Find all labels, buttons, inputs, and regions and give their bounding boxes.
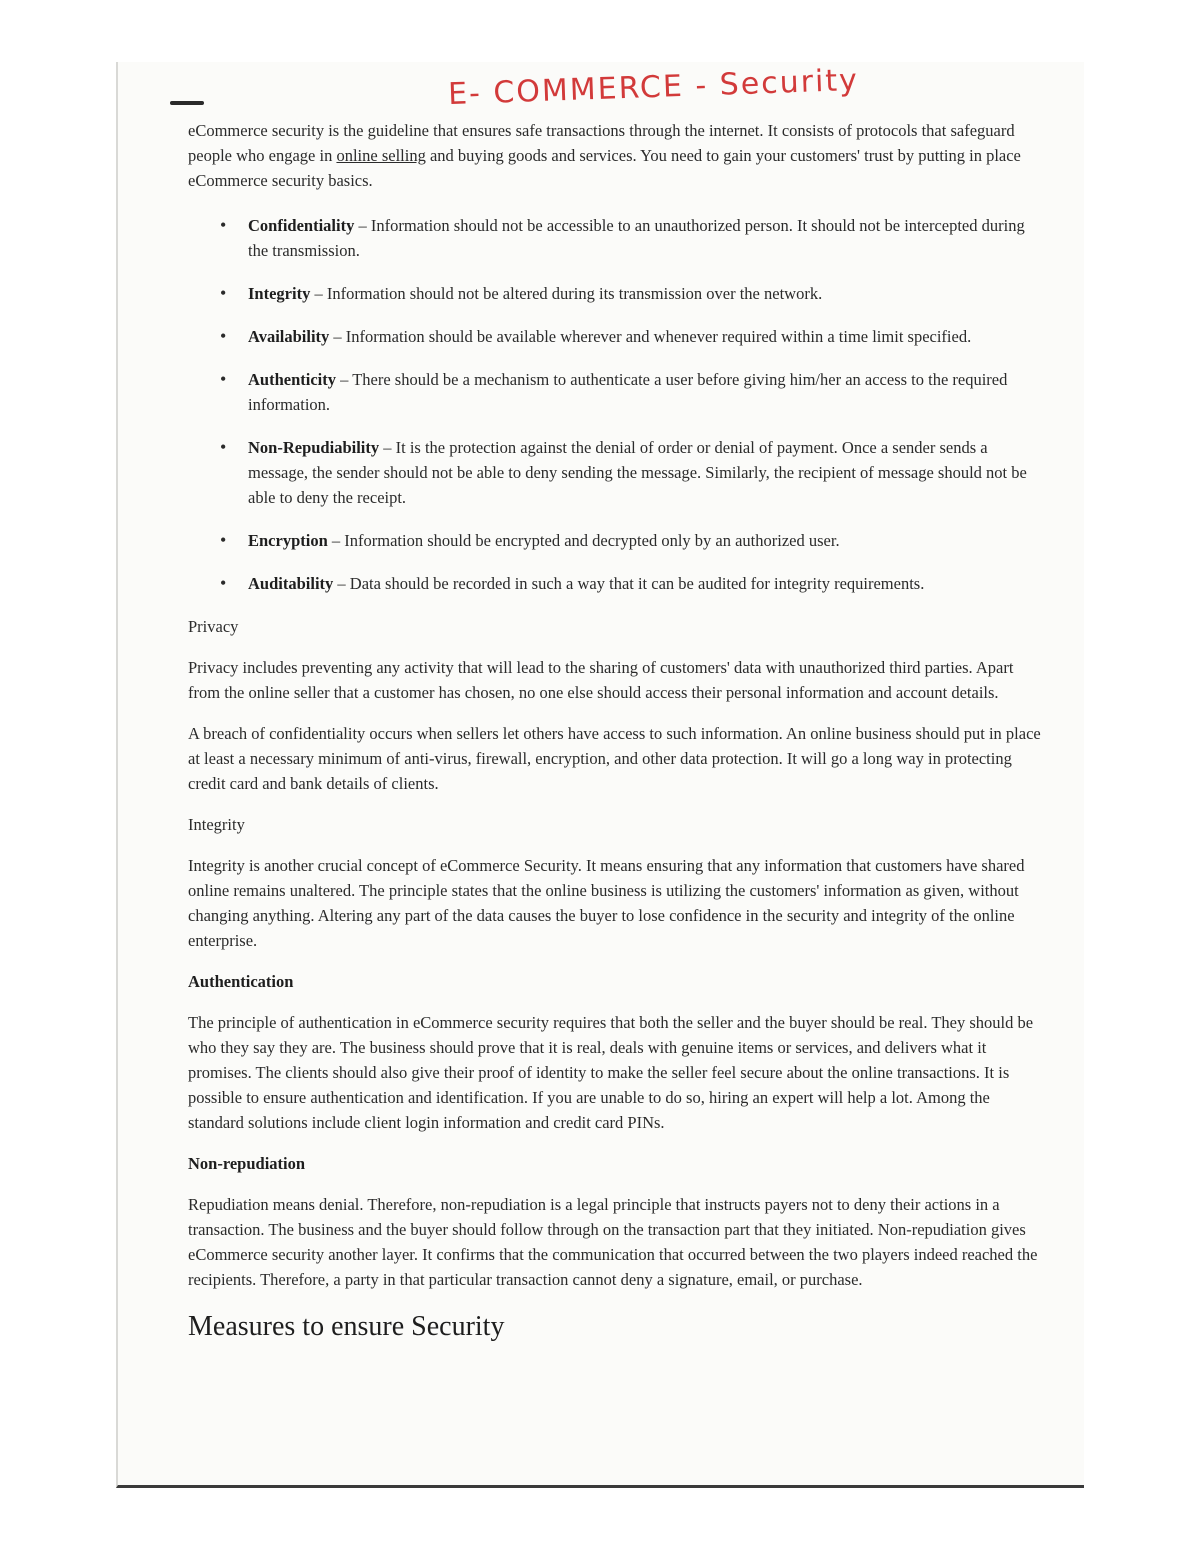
list-item-term: Encryption [248, 531, 328, 550]
bullet-icon: • [220, 573, 227, 593]
list-item-text: – There should be a mechanism to authenticate a user before giving him/her an access to the required information. [248, 370, 1008, 414]
list-item-term: Auditability [248, 574, 334, 593]
intro-text-2: and buying goods and services. You need to gain your customers' trust by putting in place eCommerce security basics. [188, 146, 1021, 190]
list-item-text: – It is the protection against the denial of order or denial of payment. Once a sender sends a message, the sender should not be able to deny sending the message. Similarly, the recipient of message should not be able to deny the receipt. [248, 438, 1027, 507]
list-item-term: Integrity [248, 284, 311, 303]
bullet-icon: • [220, 530, 227, 550]
intro-paragraph [188, 118, 1043, 193]
nonrepudiation-heading: Non-repudiation [188, 1154, 306, 1173]
list-item [188, 367, 1043, 417]
list-item [188, 571, 1043, 596]
bullet-icon: • [220, 283, 227, 303]
integrity-heading: Integrity [188, 815, 245, 834]
handwritten-title: E- COMMERCE - Security [447, 62, 860, 113]
online-selling-link[interactable]: online selling [336, 146, 426, 165]
list-item [188, 281, 1043, 306]
list-item-text: – Information should be available wherever and whenever required within a time limit specified. [329, 327, 972, 346]
bullet-icon: • [220, 437, 227, 457]
measures-heading: Measures to ensure Security [188, 1311, 505, 1342]
list-item [188, 213, 1043, 263]
list-item-term: Confidentiality [248, 216, 355, 235]
intro-text-1: eCommerce security is the guideline that ensures safe transactions through the internet. It consists of protocols that safeguard people who engage in [188, 121, 1015, 165]
list-item-text: – Data should be recorded in such a way that it can be audited for integrity requirements. [333, 574, 925, 593]
integrity-paragraph: Integrity is another crucial concept of eCommerce Security. It means ensuring that any information that customers have shared online remains unaltered. The principle states that the online business is utilizing the customers' information as given, without changing anything. Altering any part of the data causes the buyer to lose confidence in the security and integrity of the online enterprise. [188, 856, 1025, 950]
document-body [188, 118, 1043, 1344]
list-item [188, 324, 1043, 349]
list-item [188, 528, 1043, 553]
list-item-term: Availability [248, 327, 330, 346]
privacy-paragraph-1: Privacy includes preventing any activity that will lead to the sharing of customers' data with unauthorized third parties. Apart from the online seller that a customer has chosen, no one else should access their personal information and account details. [188, 658, 1014, 702]
privacy-heading: Privacy [188, 617, 239, 636]
authentication-paragraph: The principle of authentication in eCommerce security requires that both the seller and the buyer should be real. They should be who they say they are. The business should prove that it is real, deals with genuine items or services, and delivers what it promises. The clients should also give their proof of identity to make the seller feel secure about the online transactions. It is possible to ensure authentication and identification. If you are unable to do so, hiring an expert will help a lot. Among the standard solutions include client login information and credit card PINs. [188, 1013, 1034, 1132]
list-item [188, 435, 1043, 510]
list-item-text: – Information should be encrypted and decrypted only by an authorized user. [327, 531, 840, 550]
list-item-text: – Information should not be altered during its transmission over the network. [310, 284, 823, 303]
security-principles-list [188, 213, 1043, 596]
list-item-term: Non-Repudiability [248, 438, 380, 457]
bullet-icon: • [220, 215, 227, 235]
nonrepudiation-paragraph: Repudiation means denial. Therefore, non-repudiation is a legal principle that instructs payers not to deny their actions in a transaction. The business and the buyer should follow through on the transaction part that they initiated. Non-repudiation gives eCommerce security another layer. It confirms that the communication that occurred between the two players indeed reached the recipients. Therefore, a party in that particular transaction cannot deny a signature, email, or purchase. [188, 1195, 1038, 1289]
privacy-paragraph-2: A breach of confidentiality occurs when sellers let others have access to such information. An online business should put in place at least a necessary minimum of anti-virus, firewall, encryption, and other data protection. It will go a long way in protecting credit card and bank details of clients. [188, 724, 1041, 793]
margin-mark [170, 101, 204, 105]
authentication-heading: Authentication [188, 972, 294, 991]
bullet-icon: • [220, 326, 227, 346]
list-item-text: – Information should not be accessible to an unauthorized person. It should not be intercepted during the transmission. [248, 216, 1025, 260]
list-item-term: Authenticity [248, 370, 336, 389]
bullet-icon: • [220, 369, 227, 389]
